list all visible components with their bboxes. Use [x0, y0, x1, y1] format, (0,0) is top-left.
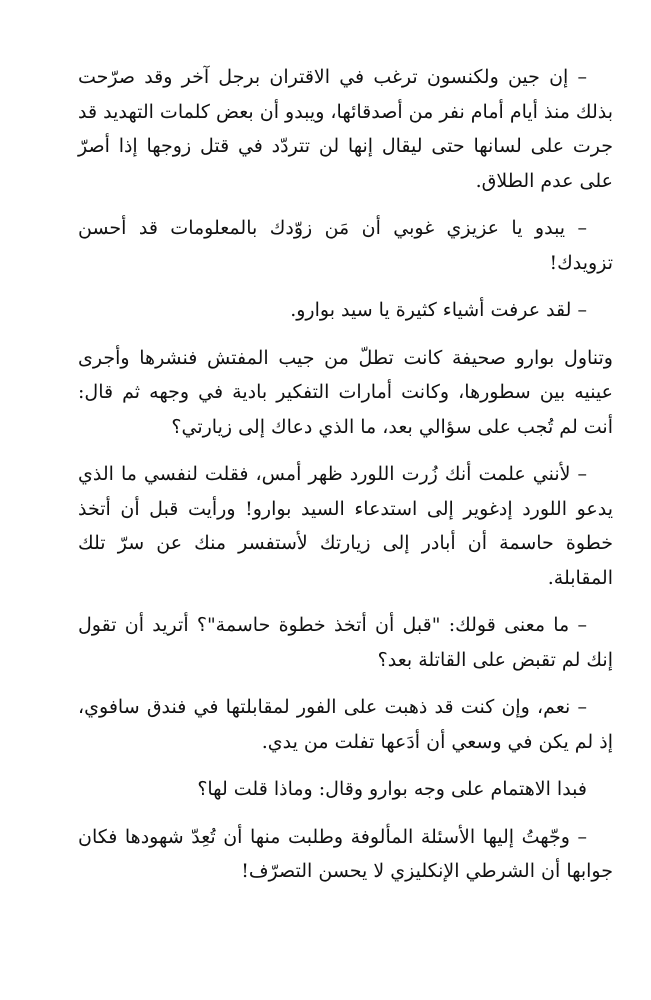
paragraph-3: – لقد عرفت أشياء كثيرة يا سيد بوارو.: [290, 299, 587, 321]
paragraph-4: وتناول بوارو صحيفة كانت تطلّ من جيب المفتش فنشرها وأجرى عينيه بين سطورها، وكانت أمارات التفكير بادية في وجهه ثم قال: أنت لم تُجب على سؤالي بعد، ما الذي دعاك إلى زيارتي؟: [78, 346, 613, 438]
paragraph-6: – ما معنى قولك: "قبل أن أتخذ خطوة حاسمة"؟ أتريد أن تقول إنك لم تقبض على القاتلة بعد؟: [78, 614, 613, 671]
paragraph-5: – لأنني علمت أنك زُرت اللورد ظهر أمس، فقلت لنفسي ما الذي يدعو اللورد إدغوير إلى استدعاء السيد بوارو! ورأيت قبل أن أتخذ خطوة حاسمة أن أبادر إلى زيارتك لأستفسر منك عن سرّ تلك المقابلة.: [78, 463, 613, 589]
book-page: [78, 60, 613, 902]
paragraph-8: فبدا الاهتمام على وجه بوارو وقال: وماذا قلت لها؟: [197, 778, 587, 800]
paragraph-9: – وجّهتُ إليها الأسئلة المألوفة وطلبت منها أن تُعِدّ شهودها فكان جوابها أن الشرطي الإنكليزي لا يحسن التصرّف!: [78, 825, 613, 882]
paragraph-7: – نعم، وإن كنت قد ذهبت على الفور لمقابلتها في فندق سافوي، إذ لم يكن في وسعي أن أدَعها تفلت من يدي.: [78, 696, 613, 753]
paragraph-2: – يبدو يا عزيزي غوبي أن مَن زوّدك بالمعلومات قد أحسن تزويدك!: [78, 217, 613, 274]
paragraph-1: – إن جين ولكنسون ترغب في الاقتران برجل آخر وقد صرّحت بذلك منذ أيام أمام نفر من أصدقائها، ويبدو أن بعض كلمات التهديد قد جرت على لسانها حتى ليقال إنها لن تتردّد في قتل زوجها إذا أصرّ على عدم الطلاق.: [78, 66, 613, 192]
